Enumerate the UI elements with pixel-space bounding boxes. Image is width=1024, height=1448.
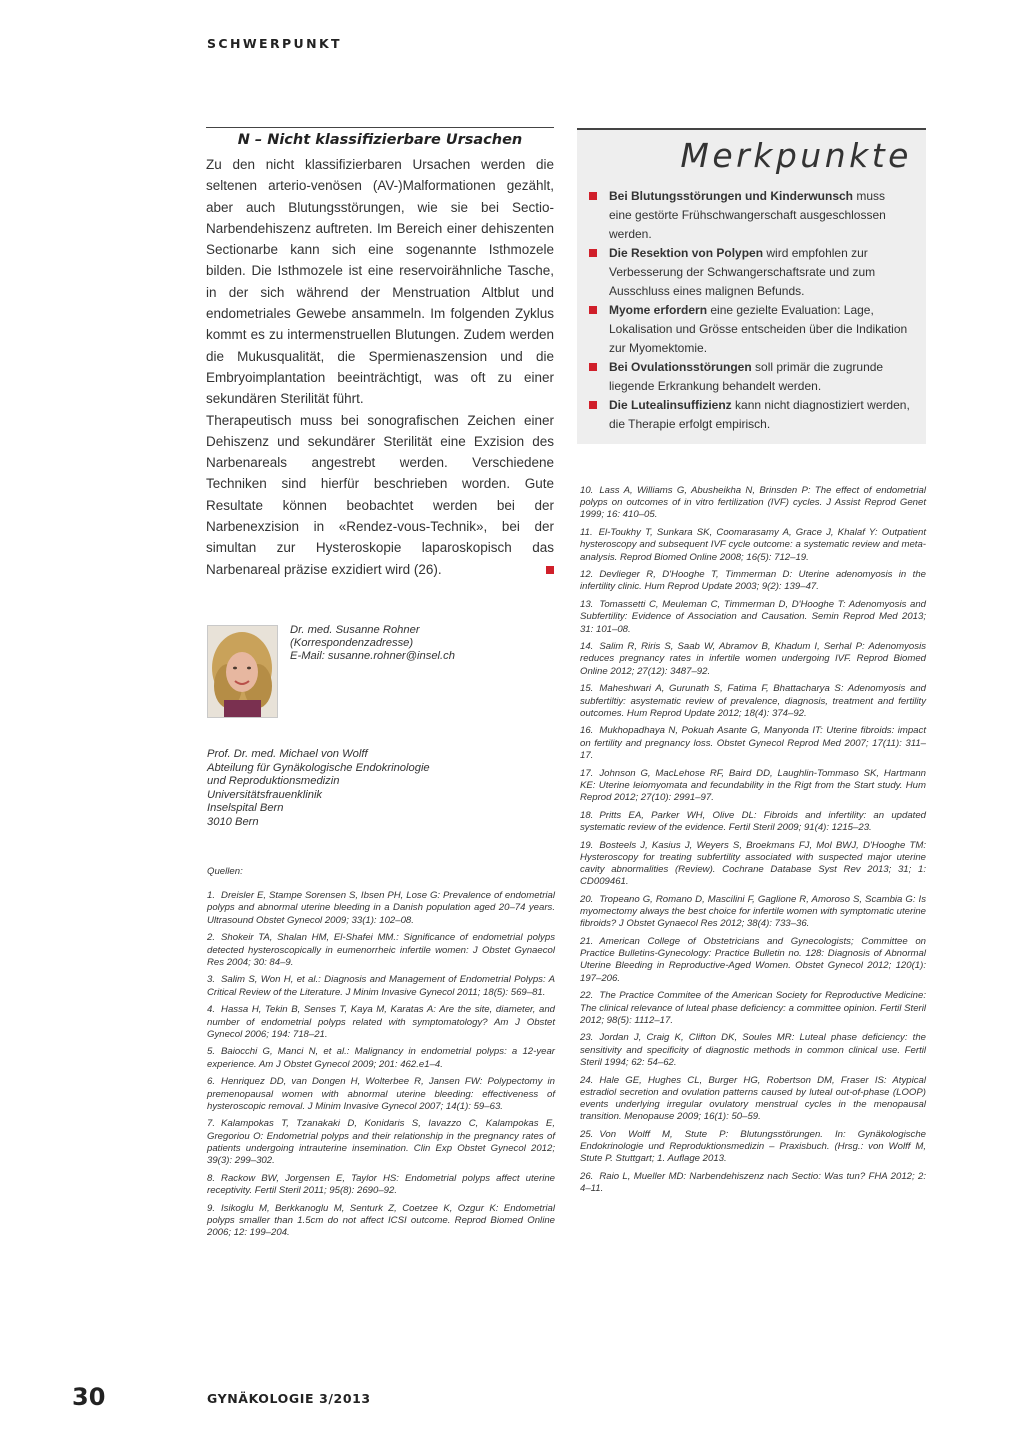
reference-item: 1. Dreisler E, Stampe Sorensen S, Ibsen PH, Lose G: Prevalence of endometrial polyps and abnormal uterine bleeding in a Danish population aged 20–74 years. Ultrasound Obstet Gynecol 2009; 33(1): 102–08. — [207, 890, 555, 926]
body-paragraph-2-text: Therapeutisch muss bei sonografischen Zeichen einer Dehiszenz und sekundärer Sterilität eine Exzision des Narbenareals angestrebt werden. Verschiedene Techniken sind hierfür beschrieben worden. Gute Resultate können beobachtet werden bei der Narbenexzision in «Rendez-vous-Technik», bei der simultan zur Hysteroskopie laparoskopisch das Narbenareal präzise exzidiert wird (26). — [206, 412, 554, 577]
bullet-square-icon — [589, 192, 597, 200]
author-2-signature — [207, 748, 430, 830]
reference-item: 22. The Practice Commitee of the American Society for Reproductive Medicine: The clinical relevance of luteal phase deficiency: a committee opinion. Fertil Steril 2012; 98(5): 1112–17. — [580, 990, 926, 1026]
article-body — [206, 154, 554, 580]
section-title: N – Nicht klassifizierbare Ursachen — [237, 132, 523, 148]
reference-item: 11. El-Toukhy T, Sunkara SK, Coomarasamy A, Grace J, Khalaf Y: Outpatient hysteroscopy and subsequent IVF cycle outcome: a systematic review and meta-analysis. Reprod Biomed Online 2008; 16(5): 712–19. — [580, 527, 926, 563]
reference-item: 25. Von Wolff M, Stute P: Blutungsstörungen. In: Gynäkologische Endokrinologie und Reproduktionsmedizin – Praxisbuch. (Hrsg.: von Wolff M, Stute P. Stuttgart; 1. Auflage 2013. — [580, 1128, 926, 1165]
reference-item: 5. Baiocchi G, Manci N, et al.: Malignancy in endometrial polyps: a 12-year experience. Am J Obstet Gynecol 2009; 201: 462.e1–4. — [207, 1046, 555, 1070]
bullet-square-icon — [589, 363, 597, 371]
merkpunkt-item: Myome erfordern eine gezielte Evaluation: Lage, Lokalisation und Grösse entscheiden über die Indikation zur Myomektomie. — [589, 301, 911, 358]
author-1-role: (Korrespondenzadresse) — [290, 637, 414, 649]
reference-item: 3. Salim S, Won H, et al.: Diagnosis and Management of Endometrial Polyps: A Critical Review of the Literature. J Minim Invasive Gynecol 2011; 18(5): 569–81. — [207, 974, 555, 998]
reference-item: 2. Shokeir TA, Shalan HM, El-Shafei MM.: Significance of endometrial polyps detected hysteroscopically in eumenorrheic infertile women: J Obstet Gynaecol Res 2004; 30: 84–9. — [207, 932, 555, 968]
bullet-square-icon — [589, 249, 597, 257]
reference-item: 14. Salim R, Riris S, Saab W, Abramov B, Khadum I, Serhal P: Adenomyosis reduces pregnancy rates in infertile women undergoing IVF. Reprod Biomed Online 2012; 27(12): 3487–92. — [580, 641, 926, 677]
page-number: 30 — [72, 1383, 106, 1411]
section-header: SCHWERPUNKT — [207, 36, 342, 51]
body-paragraph-1: Zu den nicht klassifizierbaren Ursachen werden die seltenen arterio-venösen (AV-)Malformationen gezählt, aber auch Blutungsstörungen, wie sie bei Sectio-Narbendehiszenz auftreten. Im Bereich einer dehiszenten Sectionarbe kann sich eine sogenannte Isthmozele bilden. Die Isthmozele ist eine reservoirähnliche Tasche, in der sich während der Menstruation Altblut und endometriales Gewebe ansammeln. Im folgenden Zyklus kommt es zu intermenstruellen Blutungen. Zudem werden die Mukusqualität, die Spermienaszension und die Embryoimplantation beeinträchtigt, was oft zu einer sekundären Sterilität führt. — [206, 157, 554, 407]
author-1-name: Dr. med. Susanne Rohner — [290, 624, 420, 636]
author-2-address-line: und Reproduktionsmedizin — [207, 775, 340, 788]
reference-item: 18. Pritts EA, Parker WH, Olive DL: Fibroids and infertility: an updated systematic review of the evidence. Fertil Steril 2009; 91(4): 1215–23. — [580, 809, 926, 833]
bullet-square-icon — [589, 306, 597, 314]
author-2-address-line: Abteilung für Gynäkologische Endokrinologie — [207, 761, 430, 774]
references-left — [207, 866, 555, 1245]
merkpunkte-title: Merkpunkte — [680, 136, 912, 175]
reference-item: 12. Devlieger R, D'Hooghe T, Timmerman D: Uterine adenomyosis in the infertility clinic. Hum Reprod Update 2003; 9(2): 139–47. — [580, 569, 926, 593]
reference-item: 9. Isikoglu M, Berkkanoglu M, Senturk Z, Coetzee K, Ozgur K: Endometrial polyps smaller than 1.5cm do not affect ICSI outcome. Reprod Biomed Online 2006; 12: 199–204. — [207, 1202, 555, 1239]
reference-item: 10. Lass A, Williams G, Abusheikha N, Brinsden P: The effect of endometrial polyps on outcomes of in vitro fertilization (IVF) cycles. J Assist Reprod Genet 1999; 16: 410–05. — [580, 485, 926, 521]
reference-item: 23. Jordan J, Craig K, Clifton DK, Soules MR: Luteal phase deficiency: the sensitivity and specificity of diagnostic methods in common clinical use. Fertil Steril 1994; 62: 54–62. — [580, 1032, 926, 1068]
author-2-name: Prof. Dr. med. Michael von Wolff — [207, 748, 368, 760]
merkpunkt-item: Bei Blutungsstörungen und Kinderwunsch muss eine gestörte Frühschwangerschaft ausgeschlossen werden. — [589, 187, 911, 244]
reference-item: 15. Maheshwari A, Gurunath S, Fatima F, Bhattacharya S: Adenomyosis and subfertiltiy: asystematic review of prevalence, diagnosis, treatment and fertility outcomes. Hum Reprod Update 2012; 18(4): 374–92. — [580, 683, 926, 719]
reference-item: 7. Kalampokas T, Tzanakaki D, Konidaris S, Iavazzo C, Kalampokas E, Gregoriou O: Endometrial polyps and their relationship in the pregnancy rates of patients undergoing intrauterine insemination. Clin Exp Obstet Gynecol 2012; 39(3): 299–302. — [207, 1118, 555, 1167]
reference-item: 24. Hale GE, Hughes CL, Burger HG, Robertson DM, Fraser IS: Atypical estradiol secretion and ovulation patterns caused by luteal out-of-phase (LOOP) events underlying irregular ovulatory menstrual cycles in the menopausal transition. Menopause 2009; 16(1): 50–59. — [580, 1074, 926, 1123]
merkpunkt-item: Bei Ovulationsstörungen soll primär die zugrunde liegende Erkrankung behandelt werden. — [589, 358, 911, 396]
reference-item: 17. Johnson G, MacLehose RF, Baird DD, Laughlin-Tommaso SK, Hartmann KE: Uterine leiomyomata and fecundability in the Rigt from the Start study. Hum Reprod 2012; 27(10): 2991–97. — [580, 767, 926, 803]
merkpunkt-item: Die Lutealinsuffizienz kann nicht diagnostiziert werden, die Therapie erfolgt empirisch. — [589, 396, 911, 434]
references-label: Quellen: — [207, 866, 243, 877]
author-1-email[interactable]: E-Mail: susanne.rohner@insel.ch — [290, 650, 455, 662]
bullet-square-icon — [589, 401, 597, 409]
merkpunkte-box — [577, 128, 926, 444]
reference-item: 26. Raio L, Mueller MD: Narbendehiszenz nach Sectio: Was tun? FHA 2012; 2: 4–11. — [580, 1170, 926, 1195]
author-1-signature — [290, 624, 455, 663]
references-right — [580, 485, 926, 1201]
merkpunkte-list — [589, 187, 911, 434]
author-2-address-line: Inselspital Bern — [207, 802, 284, 815]
author-2-address-line: 3010 Bern — [207, 815, 259, 828]
end-square-icon — [546, 566, 554, 574]
journal-name: GYNÄKOLOGIE 3/2013 — [207, 1391, 371, 1406]
author-2-address-line: Universitätsfrauenklinik — [207, 788, 323, 801]
section-rule — [206, 127, 554, 128]
author-photo — [207, 625, 278, 718]
reference-item: 19. Bosteels J, Kasius J, Weyers S, Broekmans FJ, Mol BWJ, D'Hooghe TM: Hysteroscopy for treating subfertility associated with suspected major uterine cavity abnormalities (Review). Cochrane Database Syst Rev 2013; 31; 1: CD009461. — [580, 839, 926, 888]
reference-item: 6. Henriquez DD, van Dongen H, Wolterbee R, Jansen FW: Polypectomy in premenopausal women with abnormal uterine bleeding: effectiveness of hysteroscopic removal. J Minim Invasive Gynecol 2007; 14(1): 59–63. — [207, 1076, 555, 1112]
reference-item: 20. Tropeano G, Romano D, Mascilini F, Gaglione R, Amoroso S, Scambia G: Is myomectomy always the best choice for infertile women with symptomatic uterine fibroids? J Obstet Gynaecol Res 2012; 38(4): 733–36. — [580, 893, 926, 930]
body-paragraph-2 — [206, 410, 554, 580]
reference-item: 16. Mukhopadhaya N, Pokuah Asante G, Manyonda IT: Uterine fibroids: impact on fertility and pregnancy loss. Obstet Gynecol Reprod Med 2007; 17(11): 311–17. — [580, 725, 926, 761]
reference-item: 4. Hassa H, Tekin B, Senses T, Kaya M, Karatas A: Are the site, diameter, and number of endometrial polyps related with symptomatology? Am J Obstet Gynecol 2006; 194: 718–21. — [207, 1004, 555, 1040]
reference-item: 21. American College of Obstetricians and Gynecologists; Committee on Practice Bulletins-Gynecology: Practice Bulletin no. 128: Diagnosis of Abnormal Uterine Bleeding in Reproductive-Aged Women. Obstet Gynecol 2012; 120(1): 197–206. — [580, 936, 926, 984]
merkpunkt-item: Die Resektion von Polypen wird empfohlen zur Verbesserung der Schwangerschaftsrate und zum Ausschluss eines malignen Befunds. — [589, 244, 911, 301]
reference-item: 13. Tomassetti C, Meuleman C, Timmerman D, D'Hooghe T: Adenomyosis and Subfertility: Evidence of Association and Causation. Semin Reprod Med 2013; 31: 101–08. — [580, 599, 926, 635]
reference-item: 8. Rackow BW, Jorgensen E, Taylor HS: Endometrial polyps affect uterine receptivity. Fertil Steril 2011; 95(8): 2690–92. — [207, 1172, 555, 1196]
